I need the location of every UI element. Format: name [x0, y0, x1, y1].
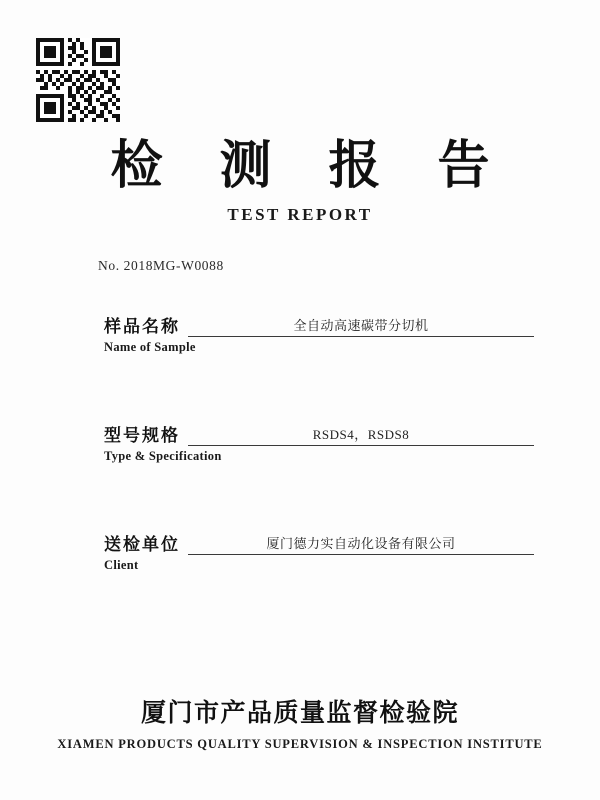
field-type-specification: [104, 425, 534, 464]
field-client-label-cn: 送检单位: [104, 535, 180, 555]
issuing-organization-en: XIAMEN PRODUCTS QUALITY SUPERVISION & INSPECTION INSTITUTE: [57, 737, 543, 751]
field-sample-name-label-en: Name of Sample: [104, 340, 196, 354]
qr-code-graphic: [36, 38, 120, 122]
field-client-label-en: Client: [104, 558, 139, 572]
page-title-english: TEST REPORT: [227, 204, 373, 224]
field-type-specification-label-en: Type & Specification: [104, 449, 222, 463]
field-type-specification-row: [104, 425, 534, 446]
field-sample-name-row: [104, 316, 534, 337]
field-client: [104, 534, 534, 573]
field-type-specification-value: RSDS4，RSDS8: [312, 427, 410, 442]
field-sample-name-label-cn: 样品名称: [104, 317, 180, 337]
footer-block: [0, 693, 600, 752]
qr-code-icon: [36, 38, 120, 122]
field-client-value: 厦门德力实自动化设备有限公司: [266, 536, 456, 551]
report-number: No. 2018MG-W0088: [98, 258, 224, 273]
field-sample-name-value: 全自动高速碳带分切机: [293, 318, 429, 333]
field-sample-name: [104, 316, 534, 355]
report-title-block: [0, 140, 600, 225]
field-client-line: [188, 534, 534, 555]
field-sample-name-line: [188, 316, 534, 337]
page-title: 检 测 报 告: [110, 138, 512, 195]
field-client-row: [104, 534, 534, 555]
issuing-organization-cn: 厦门市产品质量监督检验院: [140, 700, 459, 727]
field-type-specification-label-cn: 型号规格: [104, 426, 180, 446]
field-type-specification-line: [188, 425, 534, 446]
